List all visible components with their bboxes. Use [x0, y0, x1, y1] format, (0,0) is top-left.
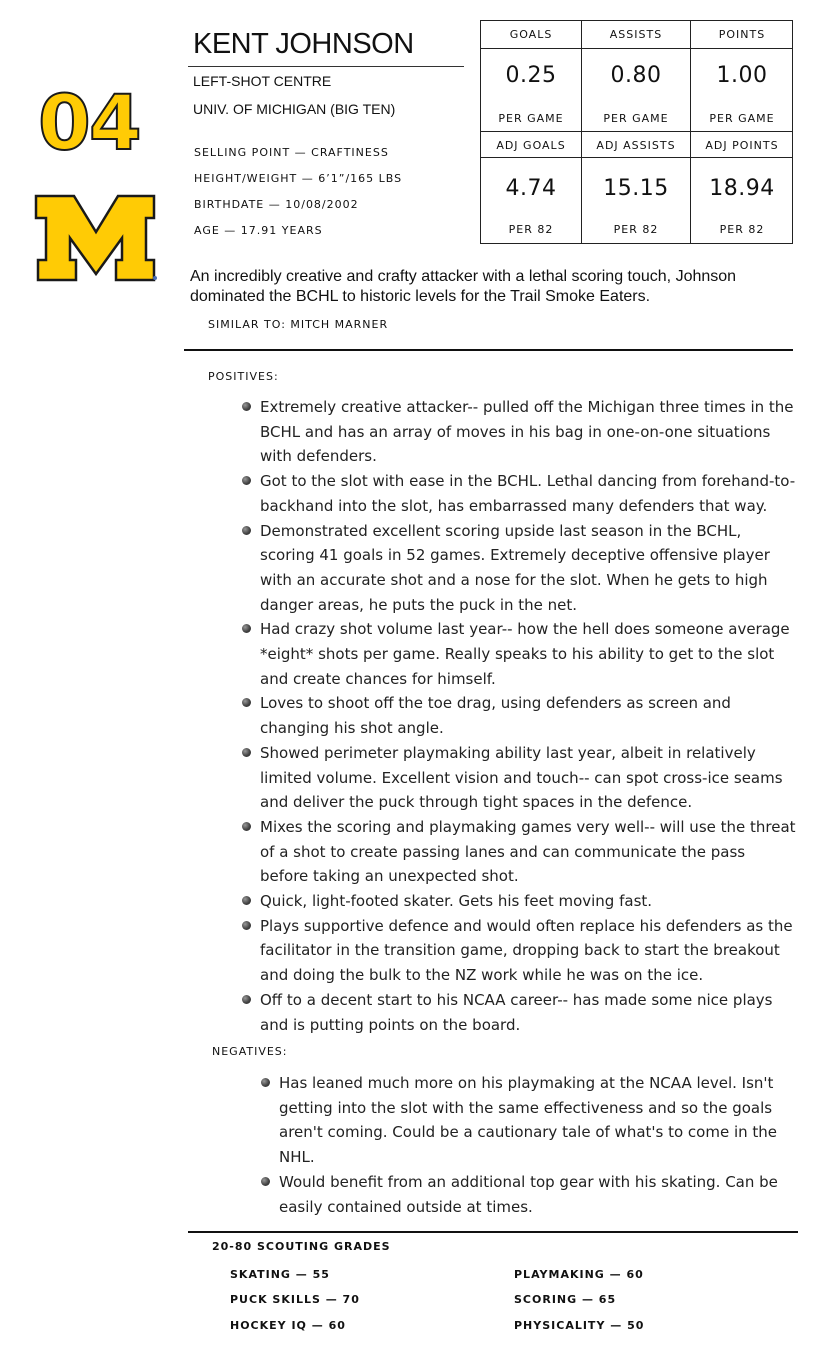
stats-divider: [481, 157, 792, 158]
list-item: [279, 1170, 779, 1219]
section-divider: [184, 349, 793, 351]
bullet-icon: [242, 896, 251, 905]
player-position: LEFT-SHOT CENTRE: [193, 73, 332, 89]
player-team: UNIV. OF MICHIGAN (BIG TEN): [193, 101, 396, 117]
bullet-icon: [261, 1177, 270, 1186]
list-item: [260, 469, 796, 518]
birthdate: BIRTHDATE — 10/08/2002: [194, 198, 359, 211]
stat-value-assists: 0.80: [610, 63, 662, 88]
list-item: [260, 889, 796, 914]
list-item-text: Demonstrated excellent scoring upside last season in the BCHL, scoring 41 goals in 52 games. Extremely deceptive offensive player with an accurate shot and a nose for the slot. When he gets to high danger areas, he puts the puck in the net.: [260, 521, 770, 614]
grade-scoring: SCORING — 65: [514, 1293, 617, 1306]
list-item: [260, 741, 796, 815]
bullet-icon: [242, 624, 251, 633]
bullet-icon: [242, 748, 251, 757]
stat-unit-points: PER GAME: [709, 112, 775, 125]
list-item-text: Has leaned much more on his playmaking at the NCAA level. Isn't getting into the slot with the same effectiveness and so the goals aren't coming. Could be a cautionary tale of what's to come in the NHL.: [279, 1074, 778, 1167]
grade-physicality: PHYSICALITY — 50: [514, 1319, 645, 1332]
list-item-text: Had crazy shot volume last year-- how the hell does someone average *eight* shots per game. Really speaks to his ability to get to the slot and create chances for himself.: [260, 620, 790, 688]
list-item-text: Got to the slot with ease in the BCHL. Lethal dancing from forehand-to-backhand into the slot, has embarrassed many defenders that way.: [260, 472, 796, 515]
stats-table: [480, 20, 793, 244]
stat-header-adj-goals: ADJ GOALS: [496, 139, 566, 152]
bullet-icon: [242, 921, 251, 930]
positives-list: [260, 395, 796, 1037]
name-divider: [188, 66, 464, 67]
stat-header-adj-assists: ADJ ASSISTS: [596, 139, 676, 152]
stat-value-adj-goals: 4.74: [505, 176, 557, 201]
list-item-text: Loves to shoot off the toe drag, using defenders as screen and changing his shot angle.: [260, 694, 731, 738]
list-item: [260, 691, 796, 740]
bullet-icon: [242, 698, 251, 707]
grade-hockey-iq: HOCKEY IQ — 60: [230, 1319, 346, 1332]
section-divider: [188, 1231, 798, 1233]
stat-unit-adj-goals: PER 82: [508, 223, 554, 236]
list-item-text: Off to a decent start to his NCAA career-- has made some nice plays and is putting points on the board.: [260, 990, 773, 1034]
grades-title: 20-80 SCOUTING GRADES: [212, 1240, 391, 1253]
list-item: [279, 1071, 779, 1170]
stat-header-assists: ASSISTS: [609, 28, 663, 41]
list-item-text: Would benefit from an additional top gear with his skating. Can be easily contained outside at times.: [279, 1172, 778, 1216]
stat-header-points: POINTS: [718, 28, 766, 41]
bullet-icon: [242, 995, 251, 1004]
selling-point: SELLING POINT — CRAFTINESS: [194, 146, 389, 159]
list-item: [260, 617, 796, 691]
age: AGE — 17.91 YEARS: [194, 224, 323, 237]
stats-divider: [690, 21, 691, 243]
jersey-number: 04: [38, 78, 140, 167]
player-summary: An incredibly creative and crafty attacker with a lethal scoring touch, Johnson dominated the BCHL to historic levels for the Trail Smoke Eaters.: [190, 268, 737, 305]
bullet-icon: [261, 1078, 270, 1087]
grade-playmaking: PLAYMAKING — 60: [514, 1268, 644, 1281]
stat-unit-goals: PER GAME: [498, 112, 564, 125]
stats-divider: [581, 21, 582, 243]
stat-unit-assists: PER GAME: [603, 112, 669, 125]
bullet-icon: [242, 822, 251, 831]
list-item: [260, 519, 796, 618]
list-item-text: Mixes the scoring and playmaking games very well-- will use the threat of a shot to create passing lanes and can communicate the pass before taking an unexpected shot.: [260, 817, 796, 886]
negatives-label: NEGATIVES:: [212, 1045, 288, 1058]
grade-puck-skills: PUCK SKILLS — 70: [230, 1293, 360, 1306]
grade-skating: SKATING — 55: [230, 1268, 330, 1281]
bullet-icon: [242, 402, 251, 411]
stats-divider: [481, 131, 792, 132]
positives-label: POSITIVES:: [208, 370, 279, 383]
bullet-icon: [242, 526, 251, 535]
stat-unit-adj-points: PER 82: [719, 223, 765, 236]
list-item: [260, 988, 796, 1037]
list-item-text: Extremely creative attacker-- pulled off the Michigan three times in the BCHL and has an array of moves in his bag in one-on-one situations with defenders.: [260, 398, 794, 466]
list-item-text: Plays supportive defence and would often replace his defenders as the facilitator in the transition game, dropping back to start the breakout and doing the bulk to the NZ work while he was on the ice.: [260, 916, 793, 985]
bullet-icon: [242, 476, 251, 485]
stat-header-adj-points: ADJ POINTS: [705, 139, 779, 152]
negatives-list: [279, 1071, 779, 1219]
list-item-text: Showed perimeter playmaking ability last year, albeit in relatively limited volume. Excellent vision and touch-- can spot cross-ice seams and deliver the puck through tight spaces in the defence.: [260, 743, 783, 812]
stats-divider: [481, 48, 792, 49]
stat-value-points: 1.00: [716, 63, 768, 88]
stat-unit-adj-assists: PER 82: [613, 223, 659, 236]
list-item: [260, 914, 796, 988]
stat-value-adj-points: 18.94: [709, 176, 775, 201]
list-item: [260, 815, 796, 889]
list-item: [260, 395, 796, 469]
height-weight: HEIGHT/WEIGHT — 6’1”/165 LBS: [194, 172, 403, 185]
similar-player: SIMILAR TO: MITCH MARNER: [208, 318, 389, 331]
stat-value-goals: 0.25: [505, 63, 557, 88]
player-name: KENT JOHNSON: [193, 28, 414, 60]
michigan-logo: [34, 194, 158, 284]
stat-value-adj-assists: 15.15: [603, 176, 669, 201]
stat-header-goals: GOALS: [509, 28, 553, 41]
list-item-text: Quick, light-footed skater. Gets his feet moving fast.: [260, 892, 653, 911]
